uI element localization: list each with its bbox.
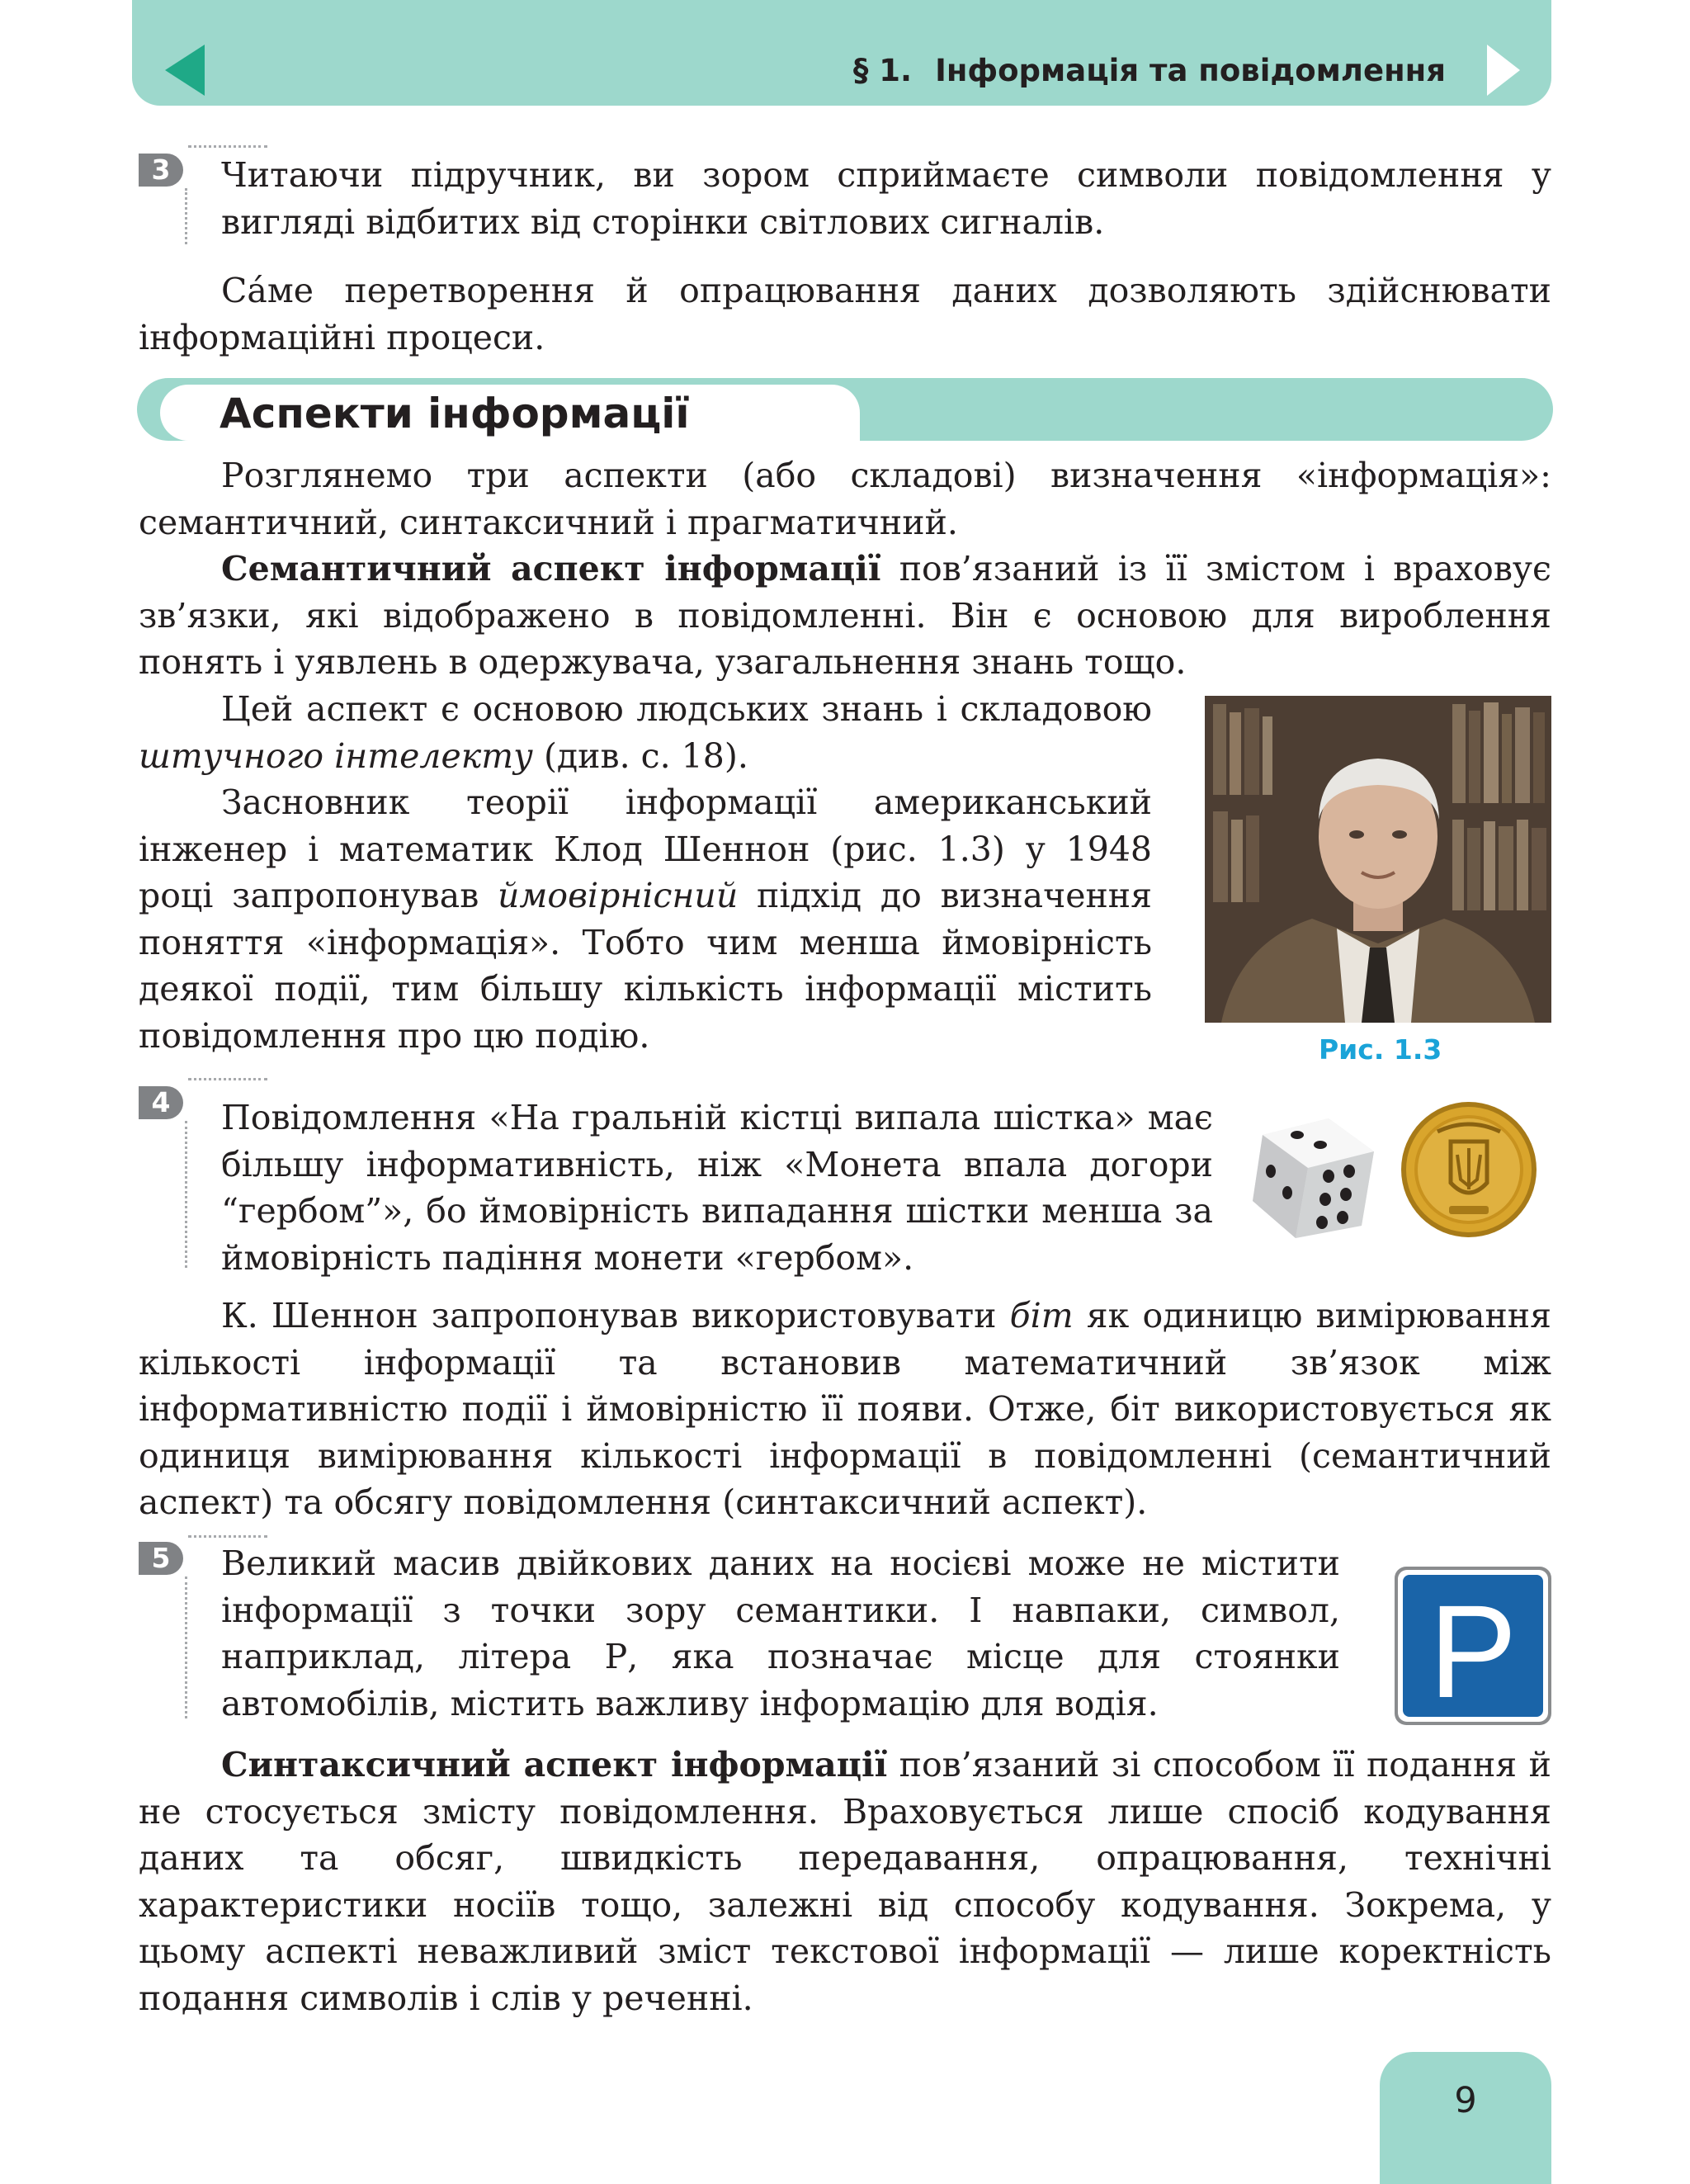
paragraph-shannon-text-end: підхід до визначення поняття «інформація». Тобто чим менша ймовірність деякої події, тим більшу кількість інформації містить повідомлення про цю подію.: [139, 876, 1152, 1056]
paragraph-ai: [139, 686, 1152, 779]
parking-letter: P: [1428, 1577, 1518, 1725]
paragraph-shannon-text: Засновник теорії інформації американський інженер і математик Клод Шеннон (рис. 1.3) у 1948 році запропонував: [139, 782, 1152, 915]
note-dots: [188, 1078, 267, 1080]
note-dots: [185, 1577, 187, 1718]
right-arrow-icon[interactable]: [1487, 45, 1520, 96]
section-number: § 1.: [852, 53, 913, 88]
page-header: [132, 0, 1551, 106]
paragraph-bit: [139, 1293, 1551, 1526]
figure-caption: Рис. 1.3: [1319, 1033, 1442, 1066]
page-number: 9: [1454, 2080, 1477, 2121]
term-bit: біт: [1009, 1296, 1074, 1335]
paragraph-bit-text: К. Шеннон запропонував використовувати: [221, 1296, 1010, 1335]
paragraph-shannon: [139, 779, 1152, 1059]
note-3-text: Читаючи підручник, ви зором сприймаєте символи повідомлення у вигляді відбитих від сторінки світлових сигналів.: [221, 155, 1551, 242]
term-syntax-aspect: Синтаксичний аспект інформації: [221, 1745, 888, 1785]
page-number-tab: [1380, 2052, 1551, 2184]
note-5-text: Великий масив двійкових даних на носієві може не містити інформації з точки зору семантики. І навпаки, символ, наприклад, літера Р, яка позначає місце для стоянки автомобілів, містить важливу інформацію для водія.: [221, 1543, 1340, 1723]
note-number-4: 4: [139, 1086, 183, 1119]
note-dots: [188, 145, 267, 148]
paragraph-semantic: [139, 546, 1551, 686]
section-heading: [137, 378, 1553, 441]
note-4-text: Повідомлення «На гральній кістці випала шістка» має більшу інформативність, ніж «Монета впала догори “гербом”», бо ймовірність випадання шістки менша за ймовірність падіння монети «гербом».: [221, 1098, 1213, 1278]
claude-shannon-photo: [1205, 696, 1551, 1023]
note-number-5: 5: [139, 1542, 183, 1575]
paragraph-syntax: [139, 1742, 1551, 2021]
coin-image: [1400, 1100, 1538, 1239]
note-dots: [185, 1121, 187, 1268]
section-title: Інформація та повідомлення: [935, 53, 1446, 88]
left-arrow-icon[interactable]: [165, 45, 205, 96]
paragraph-intro: Са́ме перетворення й опрацювання даних дозволяють здійснювати інформаційні процеси.: [139, 271, 1551, 357]
paragraph-aspects: Розглянемо три аспекти (або складові) визначення «інформація»: семантичний, синтаксичний і прагматичний.: [139, 456, 1551, 542]
note-dots: [188, 1535, 267, 1538]
note-number-3: 3: [139, 154, 183, 187]
term-ai: штучного інтелекту: [139, 735, 533, 776]
paragraph-semantic-text: пов’язаний із її змістом і враховує зв’язки, які відображено в повідомленні. Він є основою для вироблення понять і уявлень в одержувача, узагальнення знань тощо.: [139, 549, 1551, 682]
paragraph-ai-text: Цей аспект є основою людських знань і складовою: [221, 689, 1152, 729]
paragraph-ai-text-end: (див. с. 18).: [532, 735, 748, 776]
paragraph-bit-text-end: як одиницю вимірювання кількості інформації та встановив математичний зв’язок між інформативністю події і ймовірністю її появи. Отже, біт використовується як одиниця вимірювання кількості інформації в повідомленні (семантичний аспект) та обсягу повідомлення (синтаксичний аспект).: [139, 1296, 1551, 1522]
term-semantic-aspect: Семантичний аспект інформації: [221, 549, 881, 589]
parking-sign-image: [1393, 1565, 1553, 1727]
paragraph-syntax-text: пов’язаний зі способом її подання й не стосується змісту повідомлення. Враховується лише спосіб кодування даних та обсяг, швидкість передавання, опрацювання, технічні характеристики носіїв тощо, залежні від способу кодування. Зокрема, у цьому аспекті неважливий зміст текстової інформації — лише коректність подання символів і слів у реченні.: [139, 1745, 1551, 2018]
term-probabilistic: ймовірнісний: [498, 876, 739, 915]
header-title: [853, 53, 1446, 88]
dice-image: [1238, 1102, 1386, 1242]
section-heading-text: Аспекти інформації: [220, 390, 690, 437]
note-dots: [185, 188, 187, 244]
